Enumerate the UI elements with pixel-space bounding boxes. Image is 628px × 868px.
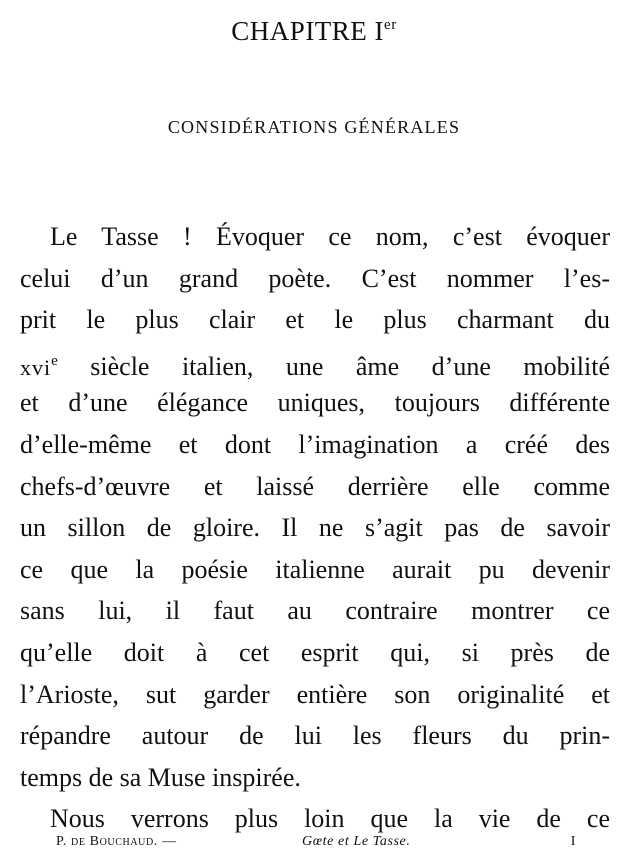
paragraph-line: siècle italien, une âme d’une mobilité xyxy=(90,351,610,381)
chapter-title-superscript: er xyxy=(384,17,397,33)
paragraph-line: d’elle-même et dont l’imagination a créé des xyxy=(20,429,610,459)
chapter-title xyxy=(0,16,628,47)
paragraph-line-next: Nous verrons plus loin que la vie de ce xyxy=(50,804,610,834)
section-title: CONSIDÉRATIONS GÉNÉRALES xyxy=(167,117,461,137)
paragraph-line: qu’elle doit à cet esprit qui, si près de xyxy=(20,637,610,667)
paragraph-line: celui d’un grand poète. C’est nommer l’es- xyxy=(20,263,610,293)
century-prefix: xvi xyxy=(20,354,52,380)
century-superscript: e xyxy=(51,352,58,369)
chapter-title-text: CHAPITRE I xyxy=(231,16,385,46)
paragraph-line: répandre autour de lui les fleurs du prin- xyxy=(20,721,610,751)
paragraph-line-last: temps de sa Muse inspirée. xyxy=(20,762,301,792)
paragraph-body xyxy=(20,216,610,840)
footer-signature-mark: I xyxy=(570,834,576,849)
paragraph-line: l’Arioste, sut garder entière son originalité et xyxy=(20,679,610,709)
footer-work-title: Gœte et Le Tasse. xyxy=(302,834,411,849)
footer-author: P. de Bouchaud. — xyxy=(56,834,177,849)
paragraph-line-with-century xyxy=(20,341,610,383)
paragraph-line: prit le plus clair et le plus charmant du xyxy=(20,305,610,335)
paragraph-line: et d’une élégance uniques, toujours différente xyxy=(20,388,610,418)
paragraph-line: chefs-d’œuvre et laissé derrière elle comme xyxy=(20,471,610,501)
paragraph-line: Le Tasse ! Évoquer ce nom, c’est évoquer xyxy=(50,222,610,251)
paragraph-line: sans lui, il faut au contraire montrer ce xyxy=(20,596,610,626)
paragraph-line: un sillon de gloire. Il ne s’agit pas de savoir xyxy=(20,513,610,543)
paragraph-line: ce que la poésie italienne aurait pu devenir xyxy=(20,554,610,584)
